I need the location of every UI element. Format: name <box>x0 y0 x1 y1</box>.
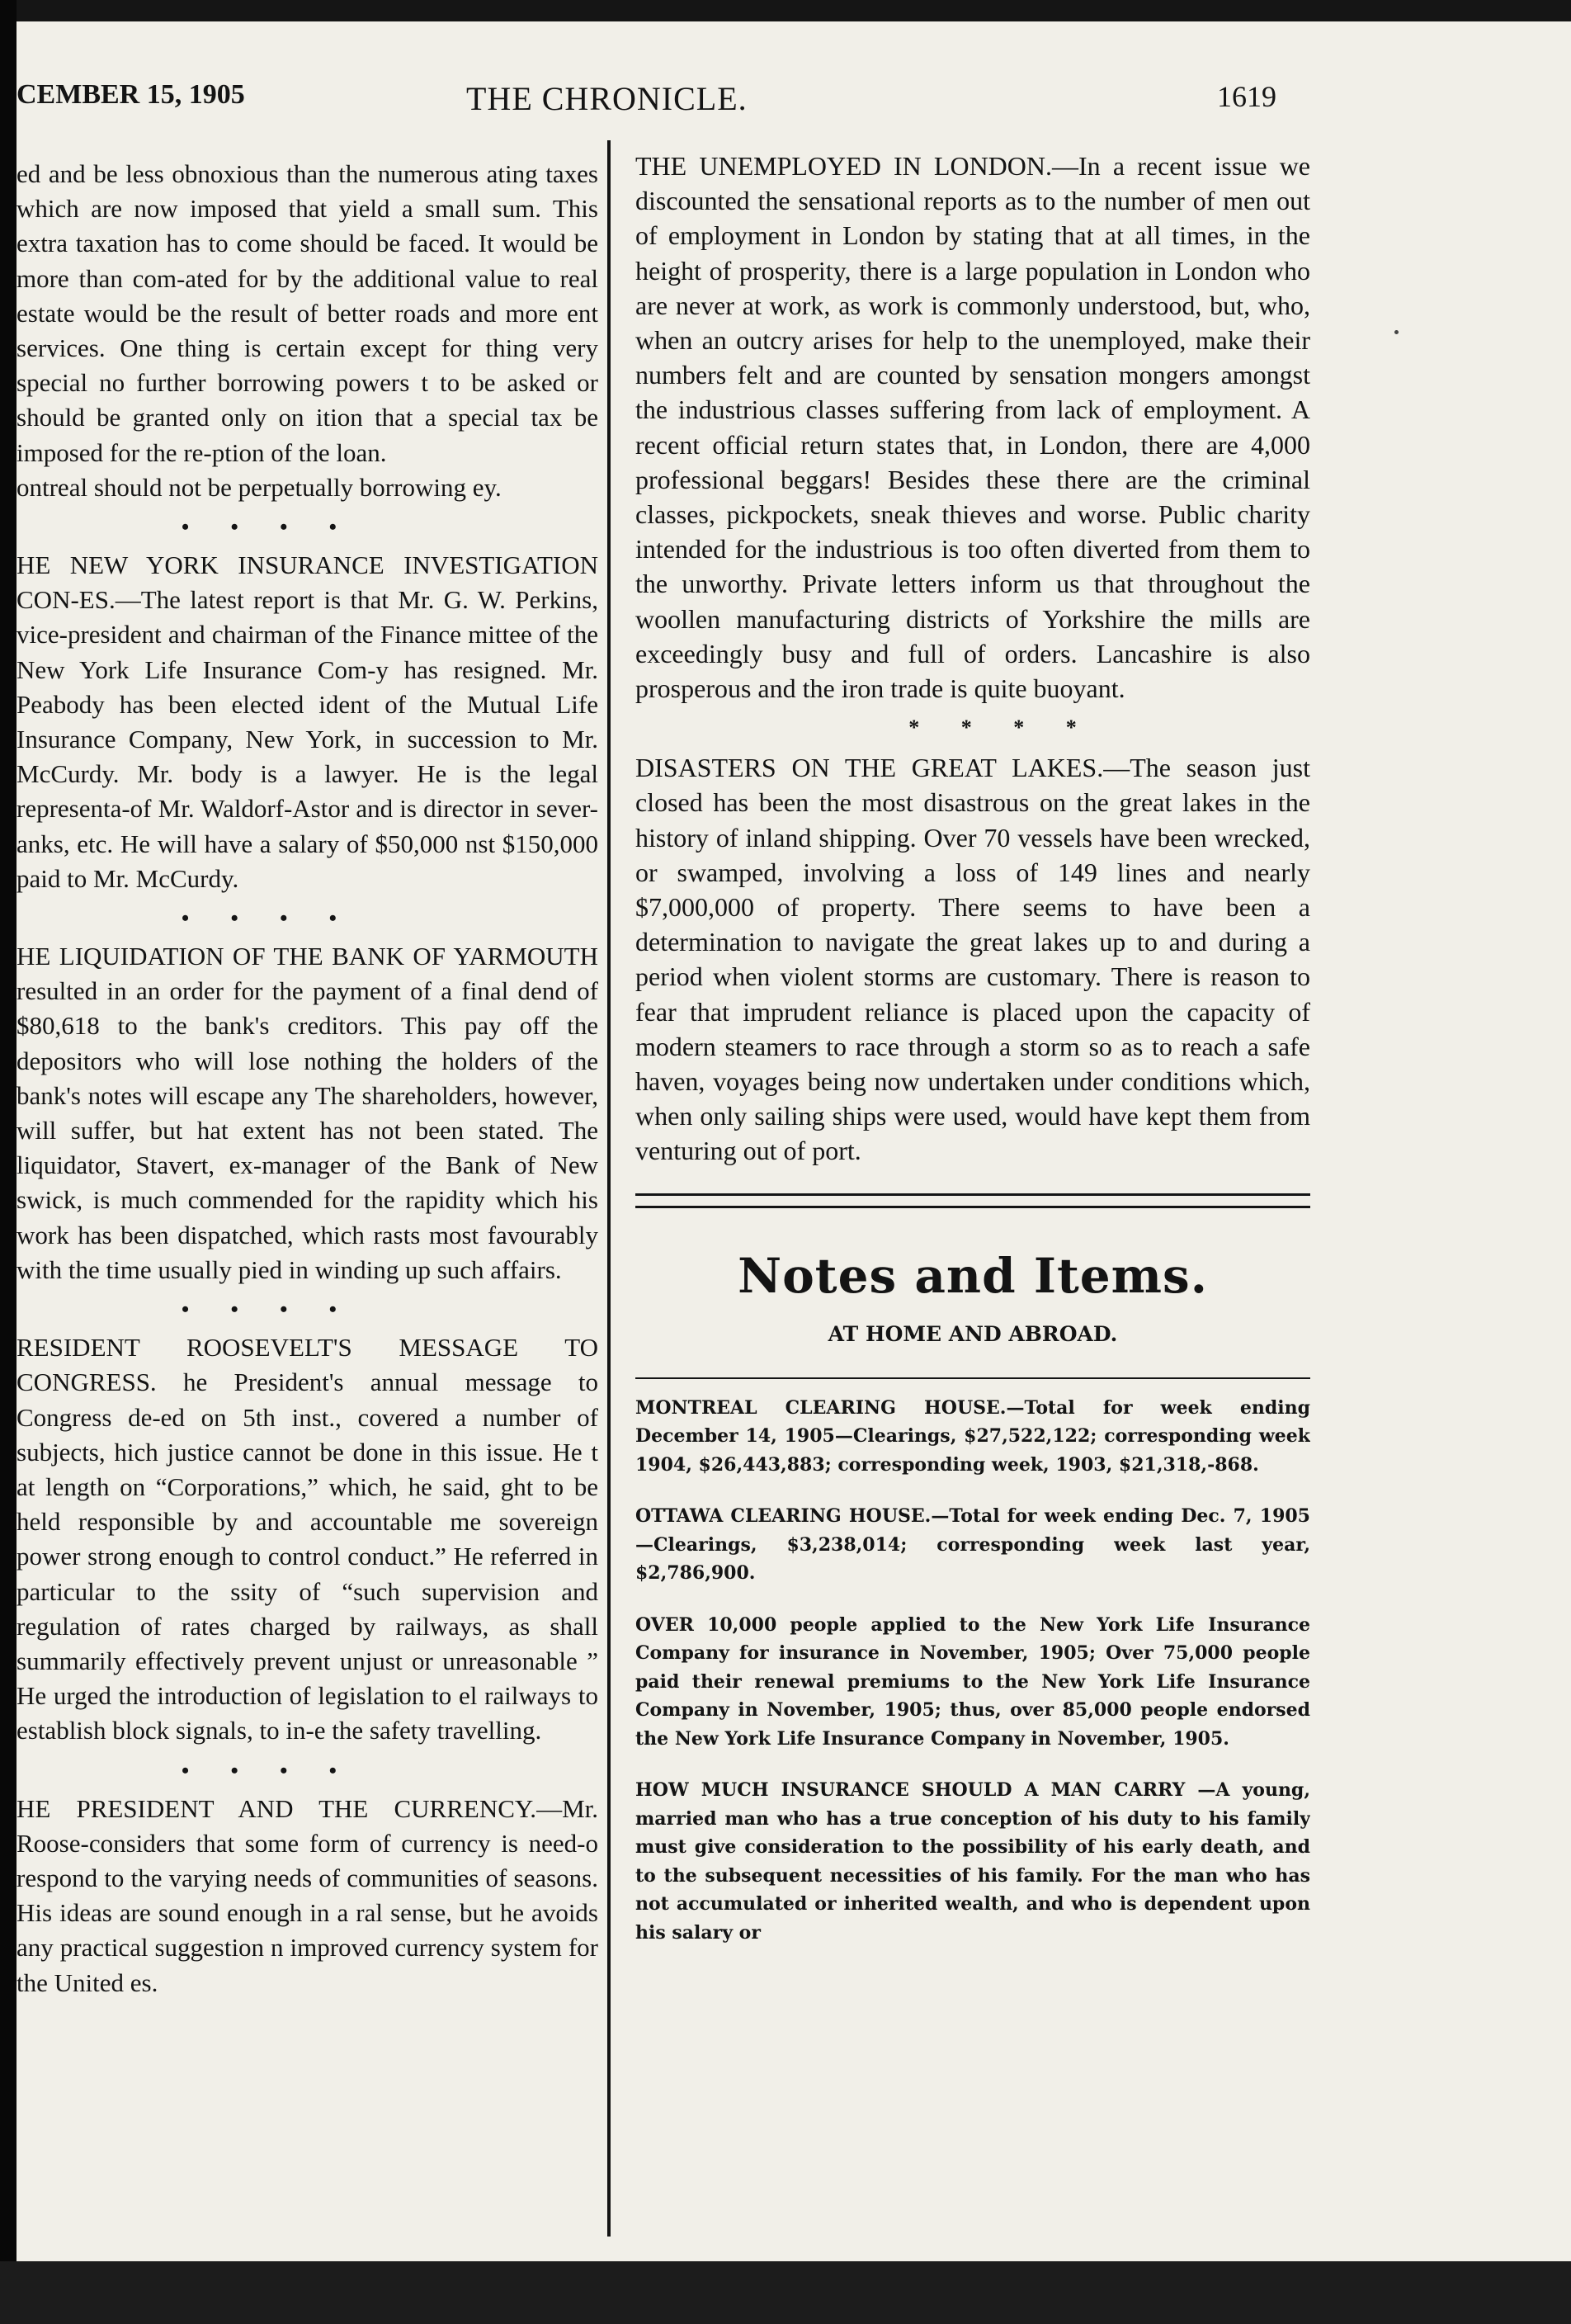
article-body: —The latest report is that Mr. G. W. Perkins, vice-president and chairman of the Finance mittee of the New York Life Insurance Com-y has resigned. Mr. Peabody has been elected ident of the Mutual Life Insurance Company, New York, in succession to Mr. McCurdy. Mr. body is a lawyer. He is the legal representa-of Mr. Waldorf-Astor and is director in sever-anks, etc. He will have a salary of $50,000 nst $150,000 paid to Mr. McCurdy. <box>17 585 598 893</box>
article-heading: HE PRESIDENT AND THE CURRENCY. <box>17 1793 537 1823</box>
article-body: —In a recent issue we discounted the sensational reports as to the number of men out of employment in London by stating that at all times, in the height of prosperity, there is a large population in London who are never at work, as work is commonly understood, but, who, when an outcry arises for help to the unemployed, make their numbers felt and are counted by sensation mongers amongst the industrious classes suffering from lack of employment. A recent official return states that, in London, there are 4,000 professional beggars! Besides these there are the criminal classes, pickpockets, sneak thieves and worse. Public charity intended for the industrious is too often diverted from them to the unworthy. Private letters inform us that throughout the woollen manufacturing districts of Yorkshire the mills are exceedingly busy and full of orders. Lancashire is also prosperous and the iron trade is quite buoyant. <box>635 151 1310 704</box>
scan-edge-left <box>0 0 17 2324</box>
note-heading: OVER <box>635 1613 694 1636</box>
section-separator: • • • • <box>182 1297 355 1322</box>
article-heading: RESIDENT ROOSEVELT'S MESSAGE TO CONGRESS. <box>17 1333 598 1397</box>
notes-section-subtitle: AT HOME AND ABROAD. <box>828 1321 1118 1346</box>
article-body: —Mr. Roose-considers that some form of currency is need-o respond to the varying needs of communities of seasons. His ideas are sound enough in a ral sense, but he avoids any practical suggestion n improved currency system for the United es. <box>17 1793 598 1997</box>
article-unemployed-london <box>635 149 1310 706</box>
notes-section-title: Notes and Items. <box>738 1247 1208 1304</box>
article-heading-end: ES. <box>78 585 116 615</box>
scan-edge-top <box>0 0 1571 21</box>
note-body: —Total for week ending December 14, 1905—Clearings, $27,522,122; corresponding week 1904, $26,443,883; corresponding week, 1903, $21,318,-868. <box>635 1396 1310 1476</box>
article-great-lakes <box>635 750 1310 1168</box>
note-body: —A young, married man who has a true conception of his duty to his family must give consideration to the possibility of his early death, and to the subsequent necessities of his family. For the man who has not accumulated or inherited wealth, and who is dependent upon his salary or <box>635 1779 1310 1944</box>
montreal-borrowing-line: ontreal should not be perpetually borrowing ey. <box>17 472 502 502</box>
notes-rule <box>635 1377 1310 1379</box>
note-item <box>635 1502 1310 1588</box>
issue-date: CEMBER 15, 1905 <box>17 79 245 110</box>
article-continuation: ed and be less obnoxious than the numerous ating taxes which are now imposed that yield a small sum. This extra taxation has to come should be faced. It would be more than com-ated for by the additional value to real estate would be the result of better roads and more ent services. One thing is certain except for thing very special no further borrowing powers t to be asked or should be granted only on ition that a special tax be imposed for the re-ption of the loan. <box>17 159 598 467</box>
article-insurance-investigation <box>17 548 598 896</box>
article-heading: THE UNEMPLOYED IN LONDON. <box>635 151 1053 181</box>
page-number: 1619 <box>1217 80 1276 113</box>
note-body: —Total for week ending Dec. 7, 1905—Clearings, $3,238,014; corresponding week last year, $2,786,900. <box>635 1505 1310 1585</box>
article-president-currency <box>17 1792 598 2000</box>
note-heading: OTTAWA CLEARING HOUSE. <box>635 1505 932 1528</box>
right-column <box>635 149 1310 2261</box>
ink-speck <box>1394 330 1399 334</box>
running-head <box>17 79 1337 125</box>
note-item <box>635 1776 1310 1947</box>
column-divider <box>607 140 611 2237</box>
article-body: he President's annual message to Congress de-ed on 5th inst., covered a number of subjects, hich justice cannot be done in this issue. He t at length on “Corporations,” which, he said, ght to be held responsible by and accountable me sovereign power strong enough to control conduct.” He referred in particular to the ssity of “such supervision and regulation of rates charged by railways, as shall summarily effectively prevent unjust or unreasonable ” He urged the introduction of legislation to el railways to establish block signals, to in-e the safety travelling. <box>17 1367 598 1745</box>
scan-edge-bottom <box>0 2261 1571 2324</box>
article-heading: DISASTERS ON THE GREAT LAKES. <box>635 753 1104 783</box>
note-heading: HOW MUCH INSURANCE SHOULD A MAN CARRY <box>635 1779 1186 1802</box>
section-separator: * * * * <box>908 716 1095 740</box>
publication-title: THE CHRONICLE. <box>466 80 748 117</box>
section-separator: • • • • <box>182 1758 355 1783</box>
section-separator: • • • • <box>182 906 355 931</box>
article-body: —The season just closed has been the most disastrous on the great lakes in the history of inland shipping. Over 70 vessels have been wrecked, or swamped, involving a loss of 149 lines and nearly $7,000,000 of property. There seems to have been a determination to navigate the great lakes up to and during a period when violent storms are customary. There is reason to fear that imprudent reliance is placed upon the capacity of modern steamers to race through a storm so as to reach a safe haven, voyages being now undertaken under conditions which, when only sailing ships were used, would have kept them from venturing out of port. <box>635 753 1310 1166</box>
section-separator: • • • • <box>182 515 355 540</box>
note-body: 10,000 people applied to the New York Life Insurance Company for insurance in November, 1905; Over 75,000 people paid their renewal premiums to the New York Life Insurance Company in November, 1905; thus, over 85,000 people endorsed the New York Life Insurance Company in November, 1905. <box>635 1613 1310 1750</box>
article-body: resulted in an order for the payment of a final dend of $80,618 to the bank's creditors. This pay off the depositors who will lose nothing the holders of the bank's notes will escape any The shareholders, however, will suffer, but hat extent has not been stated. The liquidator, Stavert, ex-manager of the Bank of New swick, is much commended for the rapidity which his work has been dispatched, which rasts most favourably with the time usually pied in winding up such affairs. <box>17 976 598 1284</box>
article-heading: HE LIQUIDATION OF THE BANK OF YARMOUTH <box>17 942 598 971</box>
double-rule <box>635 1193 1310 1208</box>
left-column <box>17 157 598 2270</box>
note-item <box>635 1611 1310 1754</box>
note-item <box>635 1394 1310 1480</box>
article-bank-of-yarmouth <box>17 939 598 1287</box>
article-roosevelt-message <box>17 1330 598 1748</box>
article-heading: HE NEW YORK INSURANCE INVESTIGATION CON- <box>17 550 598 615</box>
note-heading: MONTREAL CLEARING HOUSE. <box>635 1396 1007 1419</box>
